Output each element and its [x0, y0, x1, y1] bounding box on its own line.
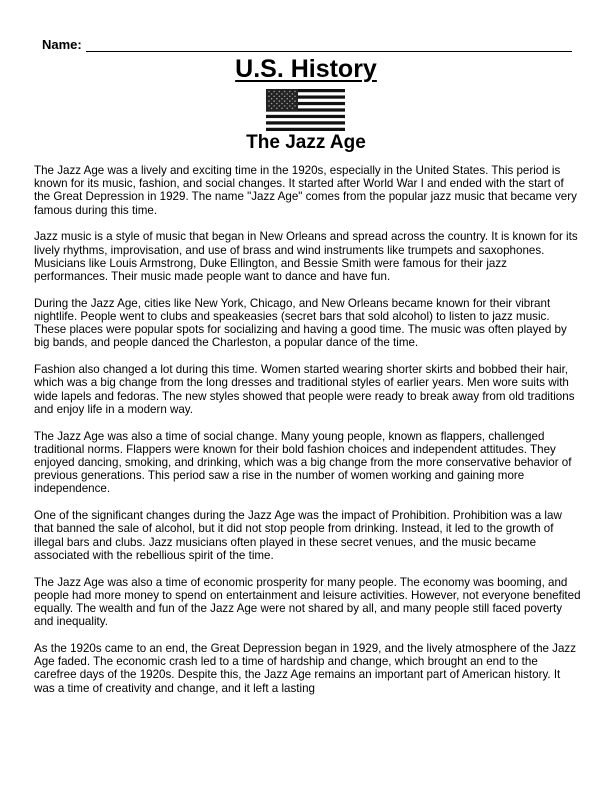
us-flag-icon [266, 89, 345, 131]
section-title: The Jazz Age [246, 132, 366, 153]
page-title [0, 54, 612, 84]
paragraph-6: One of the significant changes during the Jazz Age was the impact of Prohibition. Prohibition was a law that banned the sale of alcohol, but it did not stop people from drinking. Instead, it led to the growth of illegal bars and clubs. Jazz musicians often played in these secret venues, and the music became associated with the rebellious spirit of the time. [34, 509, 562, 562]
paragraph-3: During the Jazz Age, cities like New York, Chicago, and New Orleans became known for their vibrant nightlife. People went to clubs and speakeasies (secret bars that sold alcohol) to listen to jazz music. These places were popular spots for socializing and having a good time. The music was often played by big bands, and people danced the Charleston, a popular dance of the time. [34, 296, 567, 350]
article-body [34, 164, 582, 708]
paragraph-4: Fashion also changed a lot during this time. Women started wearing shorter skirts and bobbed their hair, which was a big change from the long dresses and traditional styles of earlier years. Men wore suits with wide lapels and fedoras. The new styles showed that people were ready to break away from old traditions and enjoy life in a modern way. [34, 363, 575, 416]
paragraph-5: The Jazz Age was also a time of social change. Many young people, known as flappers, challenged traditional norms. Flappers were known for their bold fashion choices and independent attitudes. They enjoyed dancing, smoking, and drinking, which was a big change from the more conservative behavior of previous generations. This period saw a rise in the number of women working and gaining more independence. [34, 429, 572, 496]
paragraph-2: Jazz music is a style of music that began in New Orleans and spread across the country. It is known for its lively rhythms, improvisation, and use of brass and wind instruments like trumpets and saxophones. Musicians like Louis Armstrong, Duke Ellington, and Bessie Smith were famous for their jazz performances. Their music made people want to dance and have fun. [34, 230, 578, 284]
name-field[interactable] [86, 39, 572, 52]
paragraph-8: As the 1920s came to an end, the Great Depression began in 1929, and the lively atmosphere of the Jazz Age faded. The economic crash led to a time of hardship and change, which brought an end to the carefree days of the 1920s. Despite this, the Jazz Age remains an important part of American history. It was a time of creativity and change, and it left a lasting [34, 642, 577, 695]
paragraph-7: The Jazz Age was also a time of economic prosperity for many people. The economy was booming, and people had more money to spend on entertainment and leisure activities. However, not everyone benefited equally. The wealth and fun of the Jazz Age were not shared by all, and many people still faced poverty and inequality. [34, 575, 581, 629]
paragraph-1: The Jazz Age was a lively and exciting time in the 1920s, especially in the United States. This period is known for its music, fashion, and social changes. It started after World War I and ended with the start of the Great Depression in 1929. The name "Jazz Age" comes from the popular jazz music that became very famous during this time. [34, 164, 577, 217]
page-title-text: U.S. History [235, 55, 377, 83]
name-field-row [42, 36, 572, 52]
name-label: Name: [42, 37, 82, 52]
